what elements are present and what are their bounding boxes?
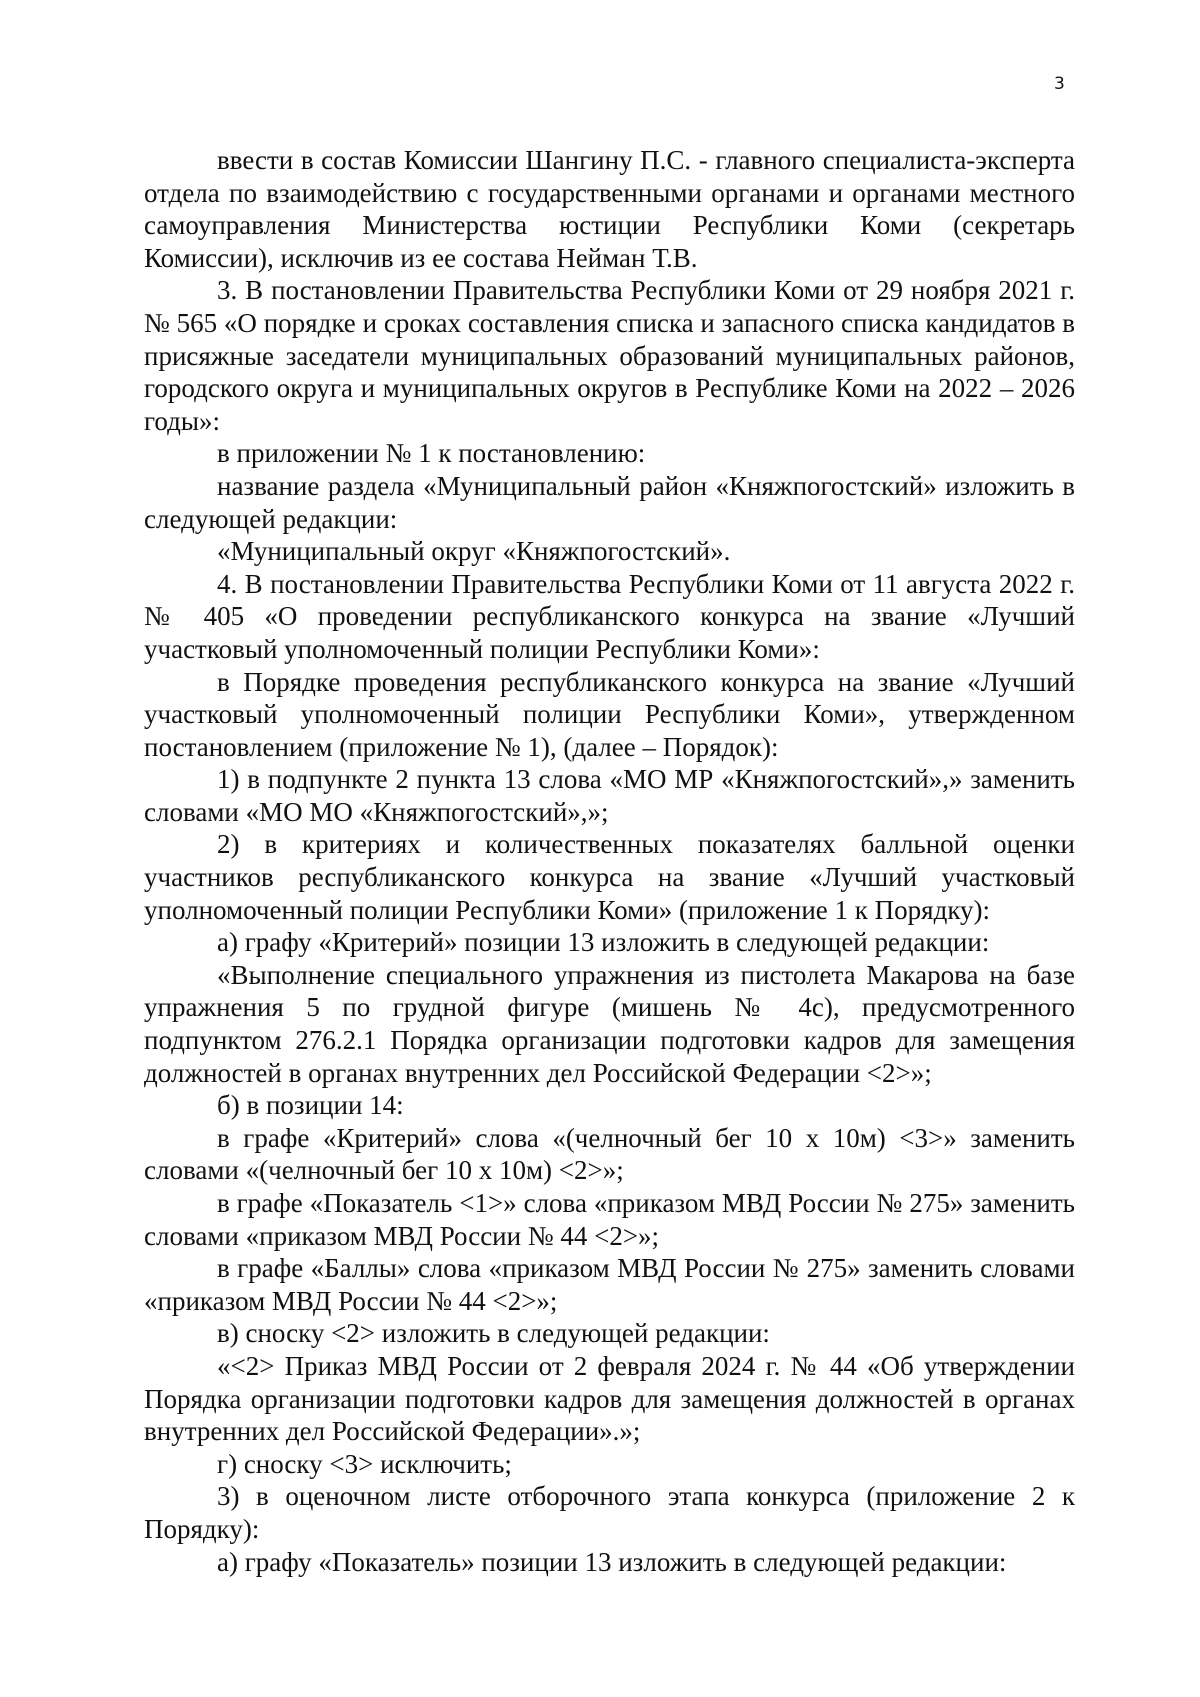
paragraph-continuation: ввести в состав Комиссии Шангину П.С. - главного специалиста-эксперта отдела по взаимодействию с государственными органами и органами местного самоуправления Министерства юстиции Республики Коми (секретарь Комиссии), исключив из ее состава Нейман Т.В. <box>144 145 1075 273</box>
paragraph-quote: «Выполнение специального упражнения из пистолета Макарова на базе упражнения 5 по грудной фигуре (мишень № 4с), предусмотренного подпунктом 276.2.1 Порядка организации подготовки кадров для замещения должностей в органах внутренних дел Российской Федерации <2>»; <box>144 959 1075 1088</box>
paragraph-subitem-a: а) графу «Критерий» позиции 13 изложить в следующей редакции: <box>217 927 990 958</box>
paragraph: «Муниципальный округ «Княжпогостский». <box>217 536 731 567</box>
paragraph-item-4: 4. В постановлении Правительства Республики Коми от 11 августа 2022 г. № 405 «О проведении республиканского конкурса на звание «Лучший участковый уполномоченный полиции Республики Коми»: <box>144 568 1075 664</box>
paragraph: в графе «Баллы» слова «приказом МВД России № 275» заменить словами «приказом МВД России № 44 <2>»; <box>144 1253 1075 1316</box>
page-number: 3 <box>1054 74 1065 94</box>
paragraph-subitem-b: б) в позиции 14: <box>217 1090 404 1121</box>
paragraph: название раздела «Муниципальный район «Княжпогостский» изложить в следующей редакции: <box>144 470 1075 534</box>
paragraph: в Порядке проведения республиканского конкурса на звание «Лучший участковый уполномоченный полиции Республики Коми», утвержденном постановлением (приложение № 1), (далее – Порядок): <box>144 666 1075 762</box>
paragraph: в графе «Показатель <1>» слова «приказом МВД России № 275» заменить словами «приказом МВД России № 44 <2>»; <box>144 1188 1075 1251</box>
paragraph-quote: «<2> Приказ МВД России от 2 февраля 2024 г. № 44 «Об утверждении Порядка организации подготовки кадров для замещения должностей в органах внутренних дел Российской Федерации».»; <box>144 1350 1075 1447</box>
paragraph-item-3: 3. В постановлении Правительства Республики Коми от 29 ноября 2021 г. № 565 «О порядке и сроках составления списка и запасного списка кандидатов в присяжные заседатели муниципальных образований муниципальных районов, городского округа и муниципальных округов в Республике Коми на 2022 – 2026 годы»: <box>144 275 1075 436</box>
paragraph-subitem-1: 1) в подпункте 2 пункта 13 слова «МО МР «Княжпогостский»,» заменить словами «МО МО «Княжпогостский»,»; <box>144 764 1075 827</box>
paragraph-subitem-g: г) сноску <3> исключить; <box>217 1448 512 1479</box>
paragraph: в графе «Критерий» слова «(челночный бег 10 x 10м) <3>» заменить словами «(челночный бег 10 x 10м) <2>»; <box>144 1122 1075 1186</box>
paragraph-subitem-3: 3) в оценочном листе отборочного этапа конкурса (приложение 2 к Порядку): <box>144 1481 1075 1544</box>
paragraph: в приложении № 1 к постановлению: <box>217 438 646 469</box>
paragraph-subitem-v: в) сноску <2> изложить в следующей редакции: <box>217 1318 770 1349</box>
paragraph-subitem-a: а) графу «Показатель» позиции 13 изложить в следующей редакции: <box>217 1546 1007 1577</box>
paragraph-subitem-2: 2) в критериях и количественных показателях балльной оценки участников республиканского конкурса на звание «Лучший участковый уполномоченный полиции Республики Коми» (приложение 1 к Порядку): <box>144 829 1075 925</box>
document-body <box>144 144 1075 1578</box>
